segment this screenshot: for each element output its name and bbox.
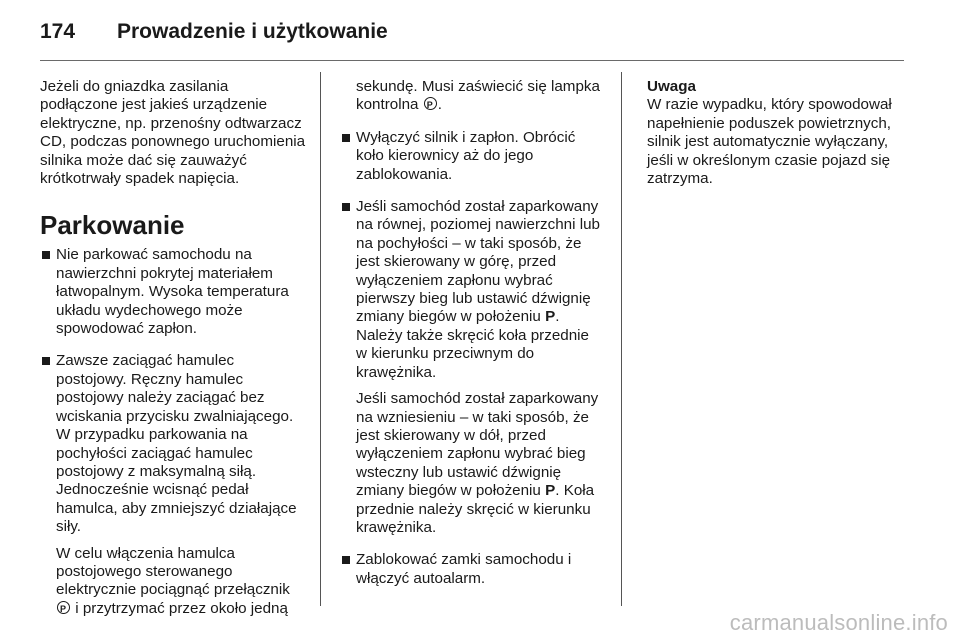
intro-paragraph: Jeżeli do gniazdka zasilania podłączone jest jakieś urządzenie elektryczne, np. przenośny odtwarzacz CD, podczas ponownego uruchomienia silnika może dać się zauważyć krótkotrwały spadek napięcia. [40,78,306,188]
bullet-text: Zawsze zaciągać hamulec postojowy. Ręczny hamulec postojowy należy zaciągać bez wciskania przycisku zwalniającego. W przypadku parkowania na pochyłości zaciągać hamulec postojowy z maksymalną siłą. Jednocześnie wcisnąć pedał hamulca, aby zmniejszyć działające siły. [56,352,297,536]
watermark: carmanualsonline.info [729,610,948,635]
bullet-text: Wyłączyć silnik i zapłon. Obrócić koło kierownicy aż do jego zablokowania. [356,128,576,183]
bullet-subparagraph: W celu włączenia hamulca postojowego sterowanego elektrycznie pociągnąć przełącznik P i przytrzymać przez około jedną [56,545,306,619]
list-item [40,352,306,618]
bullet-subparagraph: Jeśli samochód został zaparkowany na wzniesieniu – w taki sposób, że jest skierowany w dół, przed wyłączeniem zapłonu wybrać bieg wsteczny lub ustawić dźwignię zmiany biegów w położeniu P. Koła przednie należy skręcić w kierunku krawężnika. [356,390,599,536]
column-divider-right [621,72,622,606]
parking-brake-icon [424,97,437,110]
column-middle [340,78,602,602]
column-divider-left [320,72,321,606]
section-heading-parking: Parkowanie [40,210,185,241]
page-number: 174 [40,20,76,43]
parking-brake-icon [57,601,70,614]
page-title: Prowadzenie i użytkowanie [117,20,388,43]
list-item [40,246,306,338]
list-item [340,551,602,588]
bullet-continuation: sekundę. Musi zaświecić się lampka kontrolna P . [340,78,602,115]
bullet-text: Jeśli samochód został zaparkowany na równej, poziomej nawierzchni lub na pochyłości – w taki sposób, że jest skierowany w górę, przed wyłączeniem zapłonu wybrać pierwszy bieg lub ustawić dźwignię zmiany biegów w położeniu P. Należy także skręcić koła przednie w kierunku przeciwnym do krawężnika. [356,198,600,381]
note-title: Uwaga [647,78,696,95]
column-right [647,78,907,188]
page-header [40,14,920,50]
list-item [340,129,602,184]
column-left [40,78,306,632]
bullet-text: Nie parkować samochodu na nawierzchni pokrytej materiałem łatwopalnym. Wysoka temperatura układu wydechowego może spowodować zapłon. [56,246,289,338]
header-rule [40,60,904,61]
list-item [340,198,602,537]
bullet-text: Zablokować zamki samochodu i włączyć autoalarm. [356,551,572,587]
note-text: W razie wypadku, który spowodował napełnienie poduszek powietrznych, silnik jest automatycznie wyłączany, jeśli w określonym czasie pojazd się zatrzyma. [647,96,892,188]
